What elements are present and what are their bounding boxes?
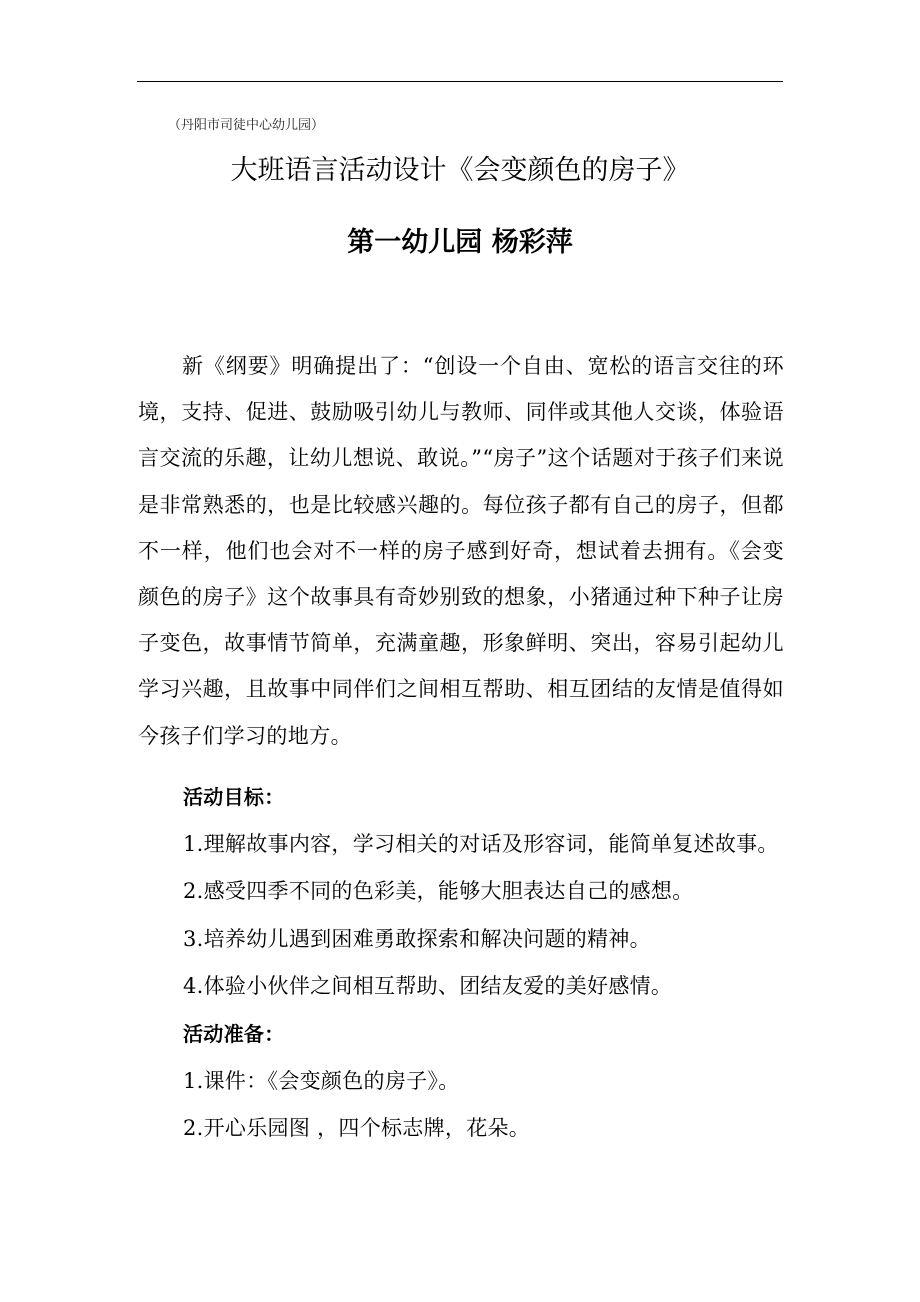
preparation-item: 2.开心乐园图 ，四个标志牌，花朵。: [183, 1116, 531, 1140]
header-rule: [137, 81, 783, 82]
header-note: （丹阳市司徒中心幼儿园）: [168, 118, 325, 133]
goals-heading: 活动目标：: [183, 785, 285, 809]
document-title: 大班语言活动设计《会变颜色的房子》: [230, 155, 690, 186]
intro-paragraph: 新《纲要》明确提出了：“创设一个自由、宽松的语言交往的环境，支持、促进、鼓励吸引幼儿与教师、同伴或其他人交谈，体验语言交流的乐趣，让幼儿想说、敢说。”“房子”这个话题对于孩子们来说是非常熟悉的，也是比较感兴趣的。每位孩子都有自己的房子，但都不一样，他们也会对不一样的房子感到好奇，想试着去拥有。《会变颜色的房子》这个故事具有奇妙别致的想象，小猪通过种下种子让房子变色，故事情节简单，充满童趣，形象鲜明、突出，容易引起幼儿学习兴趣，且故事中同伴们之间相互帮助、相互团结的友情是值得如今孩子们学习的地方。: [138, 354, 784, 748]
goal-item: 4.体验小伙伴之间相互帮助、团结友爱的美好感情。: [183, 974, 673, 998]
goal-item: 3.培养幼儿遇到困难勇敢探索和解决问题的精神。: [183, 927, 651, 951]
preparation-heading: 活动准备：: [183, 1022, 285, 1046]
preparation-item: 1.课件：《会变颜色的房子》。: [183, 1069, 460, 1093]
author-line: 第一幼儿园 杨彩萍: [347, 227, 573, 258]
goal-item: 2.感受四季不同的色彩美，能够大胆表达自己的感想。: [183, 879, 694, 903]
goal-item: 1.理解故事内容，学习相关的对话及形容词，能简单复述故事。: [183, 832, 779, 856]
